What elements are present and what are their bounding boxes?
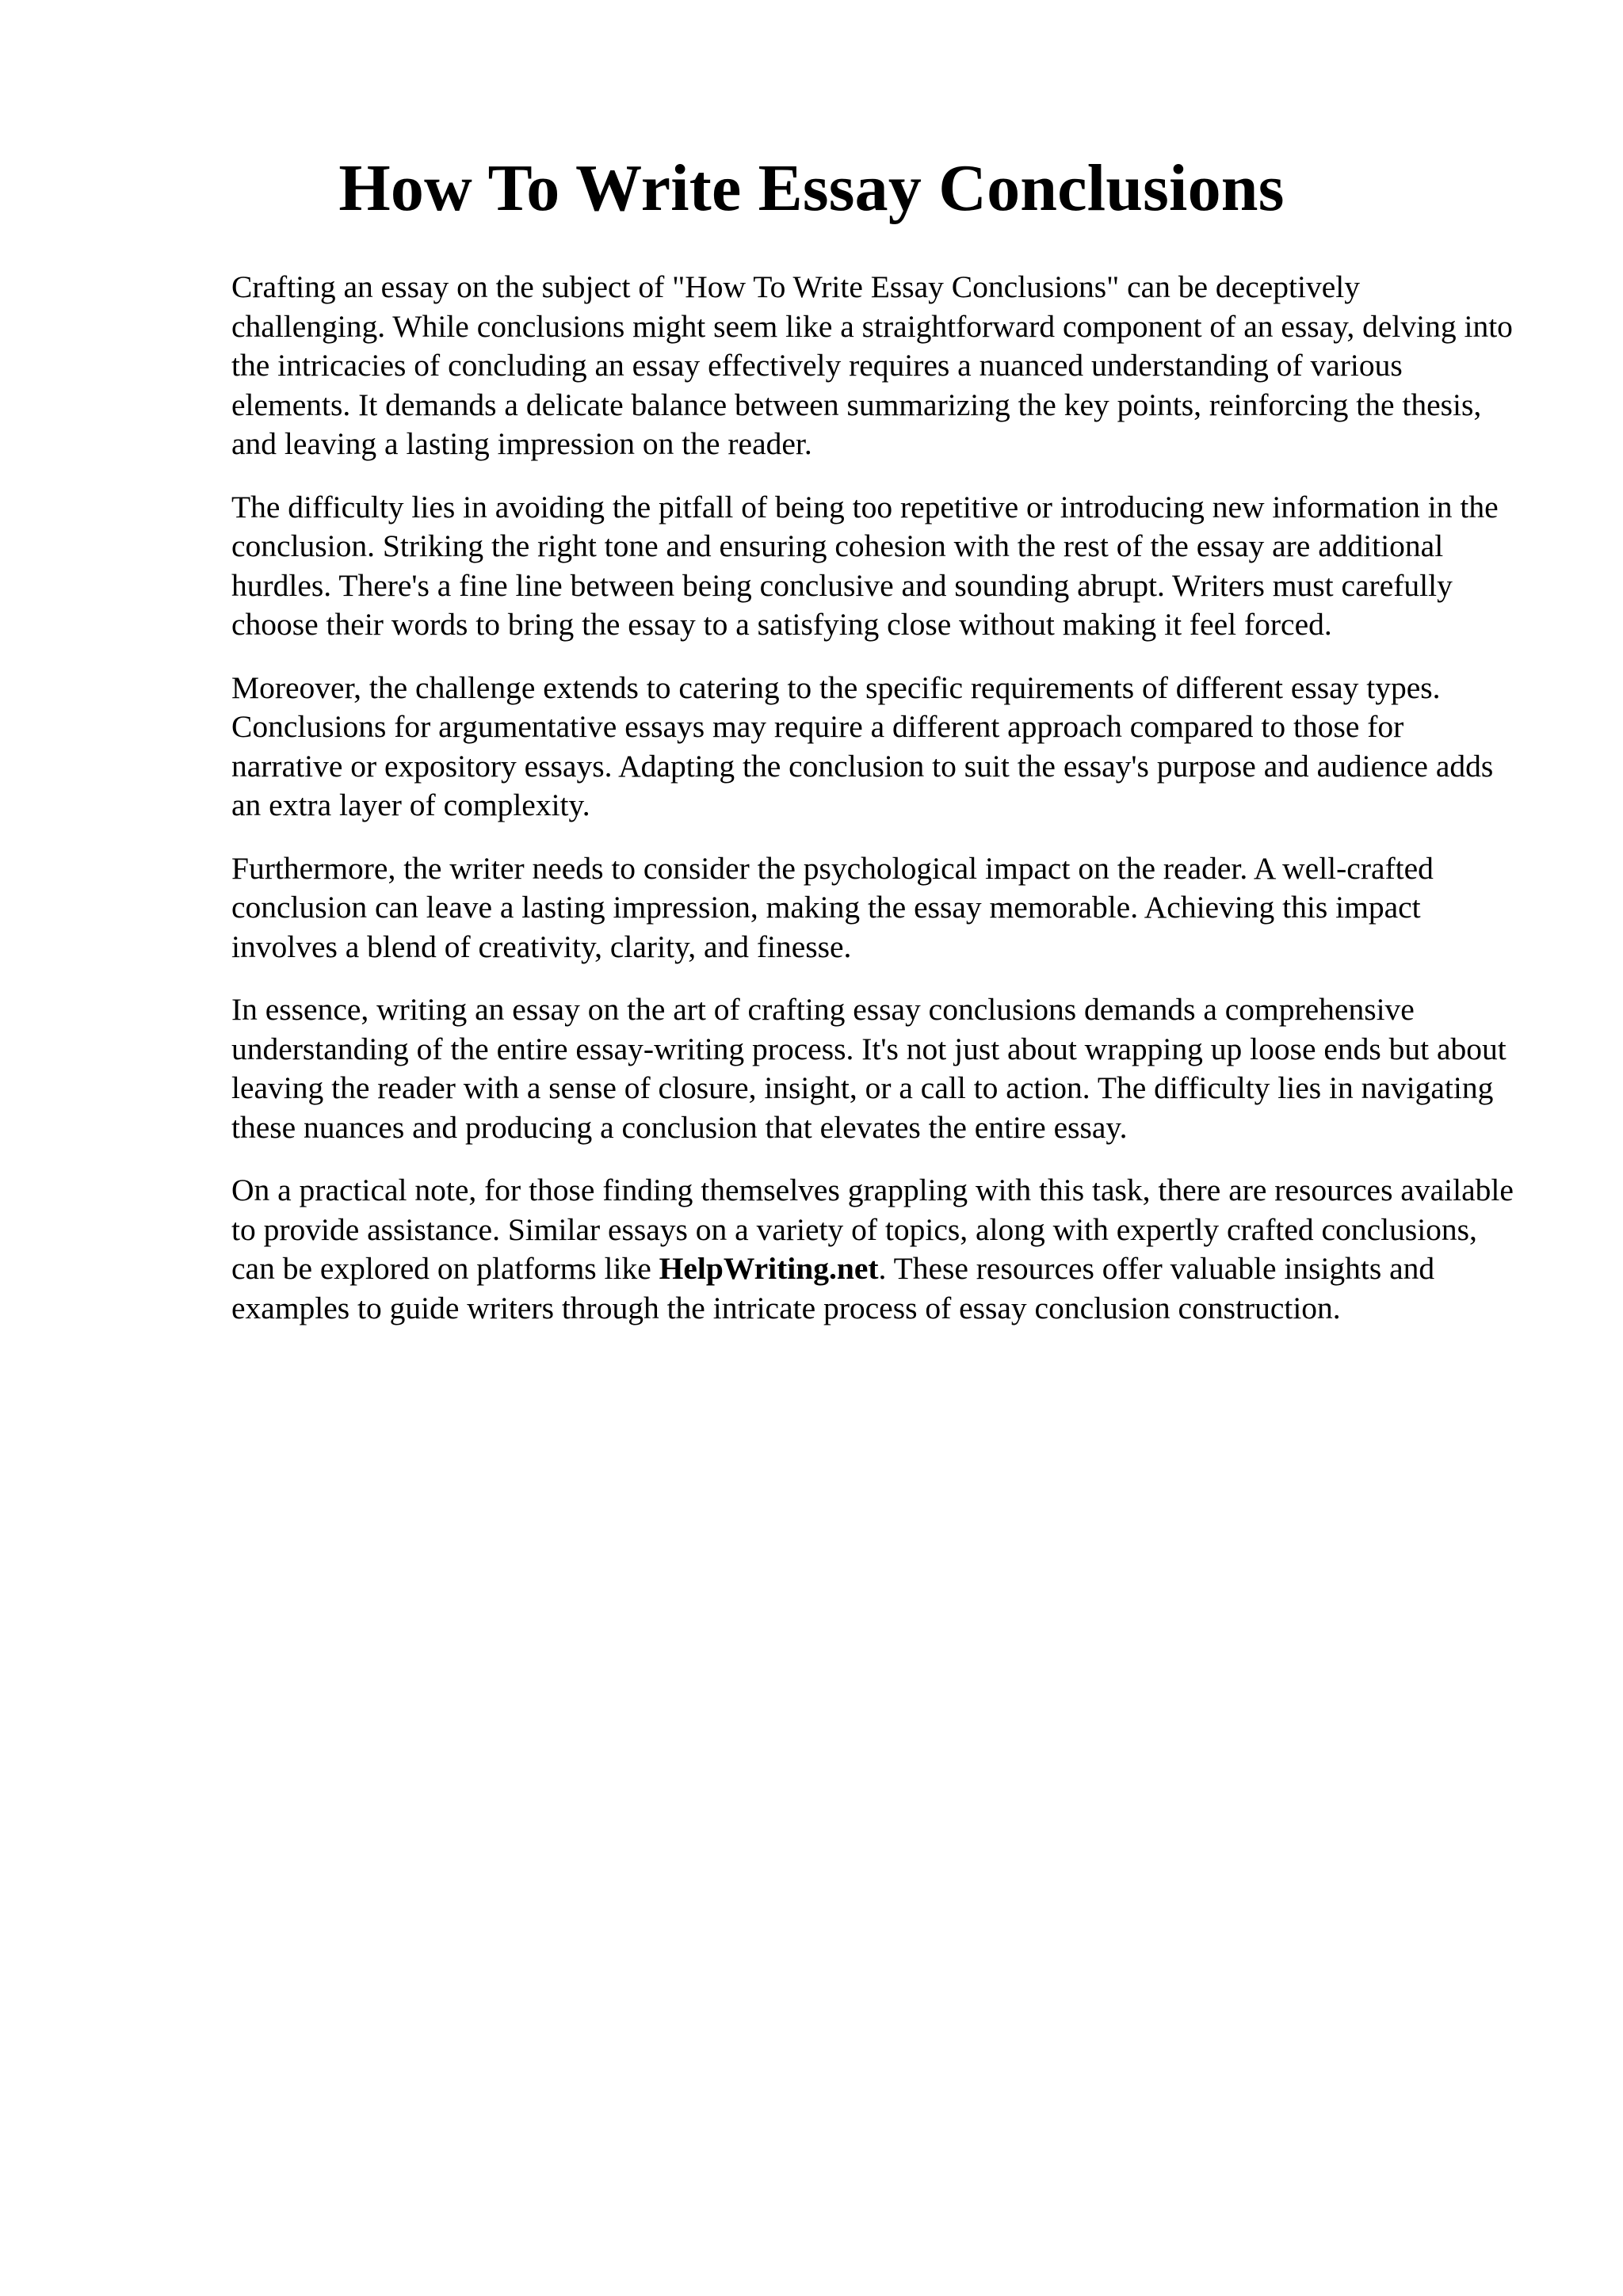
- paragraph-6: [231, 1171, 1515, 1328]
- page-title: How To Write Essay Conclusions: [338, 151, 1285, 225]
- paragraph-2: The difficulty lies in avoiding the pitfall of being too repetitive or introducing new information in the conclusion. Striking the right tone and ensuring cohesion with the rest of the essay are additional hurdles. There's a fine line between being conclusive and sounding abrupt. Writers must carefully choose their words to bring the essay to a satisfying close without making it feel forced.: [231, 489, 1499, 642]
- paragraph-6-text-start: On a practical note, for those finding themselves grappling with this task, there are resources available to provide assistance. Similar essays on a variety of topics, along with expertly crafted conclusions, can be explored on platforms like: [231, 1173, 1514, 1286]
- helpwriting-link[interactable]: HelpWriting.net: [659, 1251, 879, 1286]
- paragraph-6-text-end: . These resources offer valuable insights and examples to guide writers through the intricate process of essay conclusion construction.: [231, 1251, 1435, 1325]
- paragraph-4: Furthermore, the writer needs to consider the psychological impact on the reader. A well-crafted conclusion can leave a lasting impression, making the essay memorable. Achieving this impact involves a blend of creativity, clarity, and finesse.: [231, 850, 1434, 964]
- essay-body: [231, 268, 1515, 1352]
- paragraph-1: Crafting an essay on the subject of "How To Write Essay Conclusions" can be deceptively challenging. While conclusions might seem like a straightforward component of an essay, delving into the intricacies of concluding an essay effectively requires a nuanced understanding of various elements. It demands a delicate balance between summarizing the key points, reinforcing the thesis, and leaving a lasting impression on the reader.: [231, 269, 1513, 461]
- paragraph-3: Moreover, the challenge extends to catering to the specific requirements of different essay types. Conclusions for argumentative essays may require a different approach compared to those for narrative or expository essays. Adapting the conclusion to suit the essay's purpose and audience adds an extra layer of complexity.: [231, 669, 1494, 822]
- paragraph-5: In essence, writing an essay on the art of crafting essay conclusions demands a comprehensive understanding of the entire essay-writing process. It's not just about wrapping up loose ends but about leaving the reader with a sense of closure, insight, or a call to action. The difficulty lies in navigating these nuances and producing a conclusion that elevates the entire essay.: [231, 992, 1507, 1145]
